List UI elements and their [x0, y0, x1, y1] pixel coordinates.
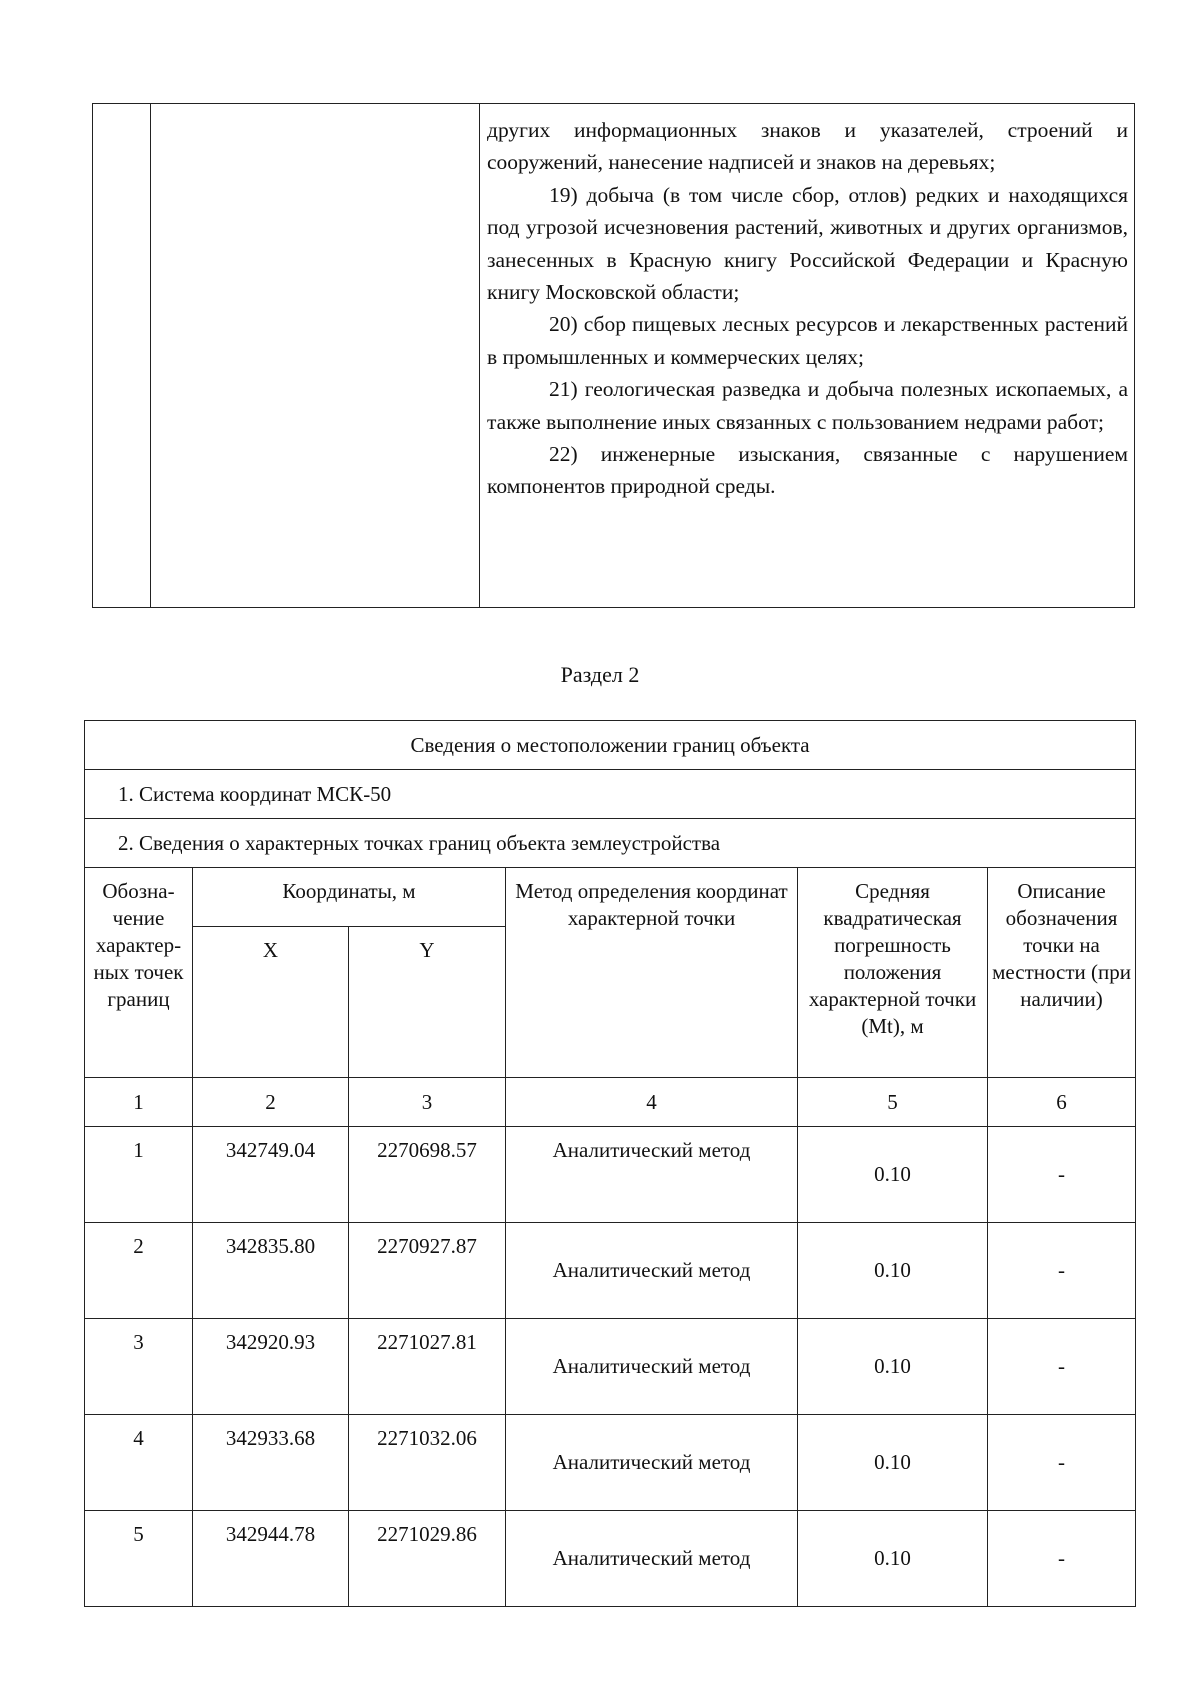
restrictions-col-number — [93, 104, 151, 607]
header-y: Y — [349, 927, 506, 1078]
col-number: 4 — [506, 1078, 798, 1127]
point-x: 342749.04 — [193, 1127, 349, 1223]
point-x: 342835.80 — [193, 1223, 349, 1319]
coord-system-row — [85, 770, 1136, 819]
restrictions-col-text — [480, 104, 1134, 607]
point-description: - — [988, 1415, 1136, 1511]
table-row — [85, 1319, 1136, 1415]
header-error: Средняя квадратическая погрешность положения характерной точки (Mt), м — [798, 868, 988, 1078]
point-number: 3 — [85, 1319, 193, 1415]
table-row — [85, 1127, 1136, 1223]
point-x: 342933.68 — [193, 1415, 349, 1511]
restrictions-col-zone — [151, 104, 480, 607]
point-method: Аналитический метод — [506, 1319, 798, 1415]
point-method: Аналитический метод — [506, 1127, 798, 1223]
point-y: 2271027.81 — [349, 1319, 506, 1415]
point-y: 2271032.06 — [349, 1415, 506, 1511]
restriction-paragraph: 20) сбор пищевых лесных ресурсов и лекарственных растений в промышленных и коммерческих целях; — [487, 312, 1128, 369]
restriction-paragraph: 22) инженерные изыскания, связанные с нарушением компонентов природной среды. — [487, 442, 1128, 499]
header-x: X — [193, 927, 349, 1078]
point-description: - — [988, 1511, 1136, 1607]
point-method: Аналитический метод — [506, 1223, 798, 1319]
point-number: 5 — [85, 1511, 193, 1607]
table-row — [85, 1415, 1136, 1511]
point-method: Аналитический метод — [506, 1511, 798, 1607]
boundary-points-table — [84, 720, 1136, 1607]
table-title: Сведения о местоположении границ объекта — [85, 721, 1136, 770]
restrictions-table-continuation — [92, 103, 1135, 608]
header-description: Описание обозначения точки на местности (при наличии) — [988, 868, 1136, 1078]
coord-system-text: 1. Система координат МСК-50 — [118, 781, 392, 806]
point-y: 2270927.87 — [349, 1223, 506, 1319]
point-description: - — [988, 1319, 1136, 1415]
table-row — [85, 1511, 1136, 1607]
section-title: Раздел 2 — [560, 662, 640, 687]
header-designation: Обозна-чение характер-ных точек границ — [85, 868, 193, 1078]
col-number: 5 — [798, 1078, 988, 1127]
restriction-paragraph: 21) геологическая разведка и добыча полезных ископаемых, а также выполнение иных связанных с пользованием недрами работ; — [487, 377, 1128, 434]
col-number: 3 — [349, 1078, 506, 1127]
col-number: 2 — [193, 1078, 349, 1127]
point-x: 342944.78 — [193, 1511, 349, 1607]
point-mt: 0.10 — [798, 1319, 988, 1415]
point-x: 342920.93 — [193, 1319, 349, 1415]
point-number: 4 — [85, 1415, 193, 1511]
point-number: 2 — [85, 1223, 193, 1319]
points-info-row — [85, 819, 1136, 868]
point-description: - — [988, 1127, 1136, 1223]
restriction-paragraph: 19) добыча (в том числе сбор, отлов) редких и находящихся под угрозой исчезновения растений, животных и других организмов, занесенных в Красную книгу Российской Федерации и Красную книгу Московской области; — [487, 182, 1128, 305]
point-mt: 0.10 — [798, 1223, 988, 1319]
point-method: Аналитический метод — [506, 1415, 798, 1511]
point-number: 1 — [85, 1127, 193, 1223]
header-coords: Координаты, м — [193, 868, 506, 927]
point-mt: 0.10 — [798, 1127, 988, 1223]
points-info-text: 2. Сведения о характерных точках границ объекта землеустройства — [118, 830, 721, 855]
point-mt: 0.10 — [798, 1511, 988, 1607]
restriction-paragraph: других информационных знаков и указателей, строений и сооружений, нанесение надписей и знаков на деревьях; — [487, 118, 1128, 175]
col-number: 6 — [988, 1078, 1136, 1127]
table-row — [85, 1223, 1136, 1319]
column-numbers-row — [85, 1078, 1136, 1127]
header-method: Метод определения координат характерной точки — [506, 868, 798, 1078]
col-number: 1 — [85, 1078, 193, 1127]
point-y: 2270698.57 — [349, 1127, 506, 1223]
point-y: 2271029.86 — [349, 1511, 506, 1607]
point-description: - — [988, 1223, 1136, 1319]
point-mt: 0.10 — [798, 1415, 988, 1511]
